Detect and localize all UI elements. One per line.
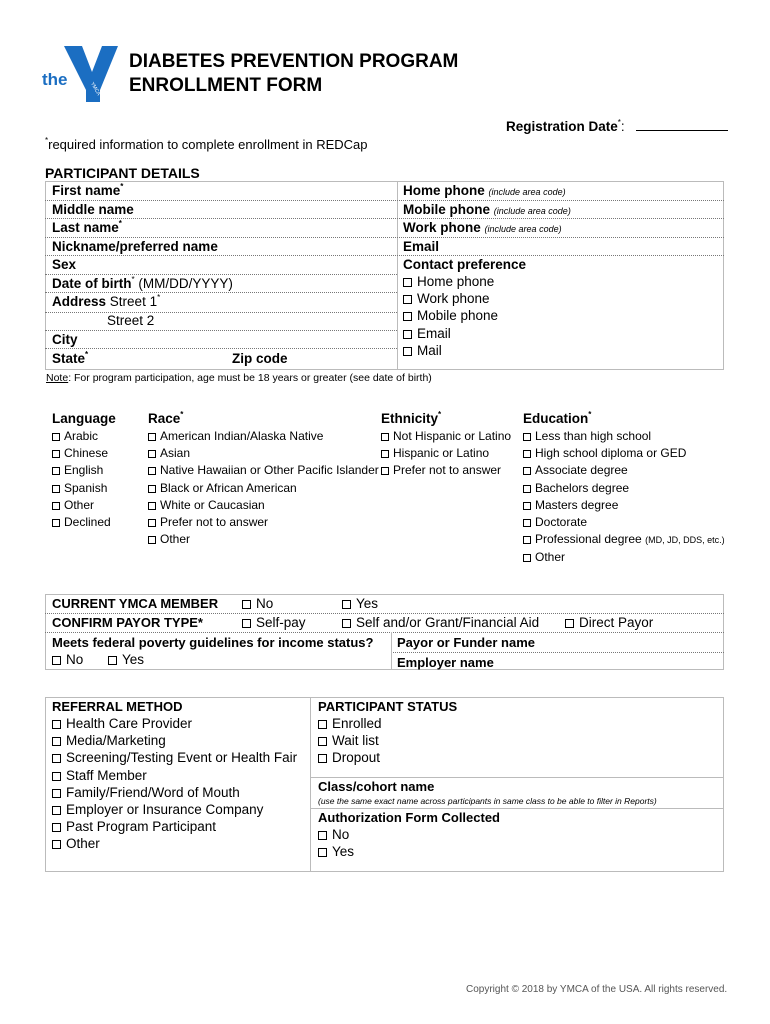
authorization-option[interactable] bbox=[318, 843, 354, 860]
checkbox[interactable] bbox=[148, 433, 156, 441]
participant-heading: PARTICIPANT DETAILS bbox=[45, 165, 200, 181]
checkbox[interactable] bbox=[52, 737, 61, 746]
checkbox[interactable] bbox=[403, 278, 412, 287]
option-label: Media/Marketing bbox=[66, 733, 166, 749]
checkbox[interactable] bbox=[523, 467, 531, 475]
option-label: Enrolled bbox=[332, 716, 382, 731]
ethnicity-options bbox=[381, 428, 511, 480]
prof-degree-note: (MD, JD, DDS, etc.) bbox=[645, 535, 725, 546]
funder-name-field[interactable]: Payor or Funder name bbox=[397, 635, 535, 650]
language-label: Language bbox=[52, 411, 116, 426]
required-mark: * bbox=[45, 136, 49, 145]
checkbox[interactable] bbox=[381, 467, 389, 475]
contact-option-mobile[interactable] bbox=[403, 307, 498, 324]
address-street2-field[interactable]: Street 2 bbox=[107, 313, 155, 328]
work-phone-label: Work phone bbox=[403, 220, 481, 235]
checkbox[interactable] bbox=[242, 600, 251, 609]
language-option[interactable] bbox=[52, 462, 111, 479]
option-label: No bbox=[332, 827, 350, 842]
option-label: Yes bbox=[332, 844, 355, 860]
language-option[interactable] bbox=[52, 445, 111, 462]
required-note bbox=[45, 137, 368, 152]
option-label: Direct Payor bbox=[579, 615, 654, 630]
option-label: Professional degree bbox=[535, 532, 642, 547]
checkbox[interactable] bbox=[403, 295, 412, 304]
option-label: Arabic bbox=[64, 429, 99, 443]
option-label: Employer or Insurance Company bbox=[66, 802, 264, 818]
referral-option[interactable] bbox=[52, 784, 297, 801]
row-line bbox=[45, 348, 397, 349]
nickname-field[interactable]: Nickname/preferred name bbox=[52, 239, 218, 254]
dob-format: (MM/DD/YYYY) bbox=[138, 276, 233, 291]
checkbox[interactable] bbox=[403, 330, 412, 339]
status-options bbox=[318, 715, 382, 767]
option-label: Doctorate bbox=[535, 515, 588, 530]
area-code-hint: (include area code) bbox=[484, 224, 562, 234]
home-phone-label: Home phone bbox=[403, 183, 485, 198]
area-code-hint: (include area code) bbox=[493, 206, 571, 216]
class-cohort-field[interactable]: Class/cohort name bbox=[318, 779, 435, 794]
race-option[interactable] bbox=[148, 462, 379, 479]
option-label: Chinese bbox=[64, 446, 109, 461]
checkbox[interactable] bbox=[381, 433, 389, 441]
area-code-hint: (include area code) bbox=[488, 187, 566, 197]
referral-option[interactable] bbox=[52, 835, 297, 852]
street1-label: Street 1 bbox=[109, 294, 158, 309]
zip-field[interactable]: Zip code bbox=[232, 351, 288, 366]
page-title bbox=[129, 50, 458, 98]
option-label: Family/Friend/Word of Mouth bbox=[66, 784, 240, 800]
checkbox[interactable] bbox=[523, 536, 531, 544]
education-option[interactable] bbox=[523, 462, 725, 479]
option-label: Health Care Provider bbox=[66, 716, 193, 731]
last-name-field[interactable] bbox=[52, 220, 122, 235]
option-label: Yes bbox=[356, 596, 379, 611]
checkbox[interactable] bbox=[403, 347, 412, 356]
option-label: Dropout bbox=[332, 750, 381, 766]
checkbox[interactable] bbox=[108, 656, 117, 665]
option-label: Self and/or Grant/Financial Aid bbox=[356, 615, 540, 630]
status-option[interactable] bbox=[318, 749, 382, 766]
option-label: Screening/Testing Event or Health Fair bbox=[66, 750, 298, 766]
row-line bbox=[45, 312, 397, 313]
option-label: Other bbox=[535, 550, 566, 565]
payor-grant-option[interactable] bbox=[342, 615, 539, 630]
contact-option-mail[interactable] bbox=[403, 342, 498, 359]
required-mark: * bbox=[180, 410, 184, 419]
authorization-options bbox=[318, 826, 354, 860]
checkbox[interactable] bbox=[318, 848, 327, 857]
option-label: Black or African American bbox=[160, 480, 297, 495]
checkbox[interactable] bbox=[523, 554, 531, 562]
option-label: Masters degree bbox=[535, 497, 619, 512]
email-field[interactable]: Email bbox=[403, 239, 440, 254]
payor-type-label: CONFIRM PAYOR TYPE* bbox=[52, 615, 203, 630]
required-mark: * bbox=[157, 293, 161, 302]
option-label: No bbox=[66, 652, 84, 667]
education-options bbox=[523, 428, 725, 567]
row-line bbox=[45, 255, 724, 256]
race-option[interactable] bbox=[148, 531, 379, 548]
checkbox[interactable] bbox=[52, 823, 61, 832]
option-label: Other bbox=[66, 836, 100, 852]
option-label: Mobile phone bbox=[417, 308, 499, 324]
sex-field[interactable]: Sex bbox=[52, 257, 77, 272]
checkbox[interactable] bbox=[342, 619, 351, 628]
referral-option[interactable] bbox=[52, 801, 297, 818]
ethnicity-option[interactable] bbox=[381, 462, 511, 479]
contact-preference-label: Contact preference bbox=[403, 257, 527, 272]
option-label: No bbox=[256, 596, 274, 611]
checkbox[interactable] bbox=[148, 467, 156, 475]
note-text: : For program participation, age must be 18 years or greater (see date of birth) bbox=[68, 372, 432, 384]
language-option[interactable] bbox=[52, 428, 111, 445]
first-name-label: First name bbox=[52, 183, 121, 198]
race-option[interactable] bbox=[148, 514, 379, 531]
contact-option-email[interactable] bbox=[403, 325, 498, 342]
checkbox[interactable] bbox=[242, 619, 251, 628]
checkbox[interactable] bbox=[148, 450, 156, 458]
referral-option[interactable] bbox=[52, 749, 297, 766]
option-label: Wait list bbox=[332, 733, 379, 749]
poverty-no-option[interactable] bbox=[52, 652, 83, 667]
registration-date-label: Registration Date bbox=[506, 119, 618, 134]
title-line-2: ENROLLMENT FORM bbox=[129, 75, 323, 96]
option-label: Work phone bbox=[417, 291, 490, 307]
education-option[interactable] bbox=[523, 531, 725, 549]
payor-direct-option[interactable] bbox=[565, 615, 653, 630]
referral-options bbox=[52, 715, 297, 853]
address-street1-field[interactable] bbox=[52, 294, 160, 309]
required-note-text: required information to complete enrollment in REDCap bbox=[48, 137, 368, 152]
current-member-label: CURRENT YMCA MEMBER bbox=[52, 596, 219, 611]
mobile-phone-label: Mobile phone bbox=[403, 202, 490, 217]
required-mark: * bbox=[131, 275, 135, 284]
checkbox[interactable] bbox=[148, 519, 156, 527]
checkbox[interactable] bbox=[52, 485, 60, 493]
checkbox[interactable] bbox=[342, 600, 351, 609]
checkbox[interactable] bbox=[381, 450, 389, 458]
state-label: State bbox=[52, 351, 86, 366]
checkbox[interactable] bbox=[148, 485, 156, 493]
ymca-logo bbox=[40, 42, 120, 104]
middle-name-field[interactable]: Middle name bbox=[52, 202, 134, 217]
checkbox[interactable] bbox=[52, 720, 61, 729]
note-label: Note bbox=[46, 372, 69, 384]
checkbox[interactable] bbox=[148, 502, 156, 510]
contact-option-work[interactable] bbox=[403, 290, 498, 307]
race-option[interactable] bbox=[148, 428, 379, 445]
authorization-label: Authorization Form Collected bbox=[318, 810, 500, 825]
member-no-option[interactable] bbox=[242, 596, 273, 611]
language-option[interactable] bbox=[52, 480, 111, 497]
status-option[interactable] bbox=[318, 715, 382, 732]
race-option[interactable] bbox=[148, 480, 379, 497]
checkbox[interactable] bbox=[52, 467, 60, 475]
poverty-yes-option[interactable] bbox=[108, 652, 144, 667]
payor-self-pay-option[interactable] bbox=[242, 615, 306, 630]
row-line bbox=[45, 613, 724, 614]
registration-date bbox=[506, 118, 728, 134]
checkbox[interactable] bbox=[52, 450, 60, 458]
option-label: Spanish bbox=[64, 480, 108, 495]
option-label: Not Hispanic or Latino bbox=[393, 429, 512, 443]
option-label: Prefer not to answer bbox=[393, 463, 502, 478]
education-option[interactable] bbox=[523, 549, 725, 566]
row-line bbox=[45, 292, 397, 293]
required-mark: * bbox=[588, 410, 592, 419]
referral-divider bbox=[310, 697, 311, 872]
required-mark: * bbox=[438, 410, 442, 419]
logo-the-text: the bbox=[42, 70, 68, 89]
dob-field[interactable] bbox=[52, 276, 233, 291]
row-line bbox=[45, 274, 397, 275]
poverty-label: Meets federal poverty guidelines for income status? bbox=[52, 635, 374, 650]
checkbox[interactable] bbox=[52, 772, 61, 781]
mobile-phone-field[interactable] bbox=[403, 202, 571, 217]
state-field[interactable] bbox=[52, 351, 88, 366]
contact-preference-options bbox=[403, 273, 498, 359]
option-label: American Indian/Alaska Native bbox=[160, 429, 324, 443]
row-line bbox=[45, 330, 397, 331]
option-label: Other bbox=[160, 532, 191, 547]
option-label: High school diploma or GED bbox=[535, 446, 687, 461]
race-label bbox=[148, 411, 183, 426]
required-mark: * bbox=[118, 219, 122, 228]
checkbox[interactable] bbox=[523, 519, 531, 527]
logo-ymca-text: YMCA bbox=[89, 81, 102, 97]
referral-label: REFERRAL METHOD bbox=[52, 699, 183, 714]
option-label: Home phone bbox=[417, 274, 495, 289]
option-label: Mail bbox=[417, 342, 442, 358]
option-label: Bachelors degree bbox=[535, 480, 630, 495]
participant-divider bbox=[397, 181, 398, 370]
address-label: Address bbox=[52, 294, 107, 309]
first-name-field[interactable] bbox=[52, 183, 123, 198]
copyright-footer: Copyright © 2018 by YMCA of the USA. All rights reserved. bbox=[466, 984, 728, 995]
checkbox[interactable] bbox=[523, 450, 531, 458]
checkbox[interactable] bbox=[52, 519, 60, 527]
ethnicity-option[interactable] bbox=[381, 428, 511, 445]
registration-colon: : bbox=[620, 119, 625, 134]
checkbox[interactable] bbox=[52, 502, 60, 510]
employer-name-field[interactable]: Employer name bbox=[397, 655, 494, 670]
education-option[interactable] bbox=[523, 428, 725, 445]
option-label: Asian bbox=[160, 446, 191, 461]
registration-date-field[interactable] bbox=[636, 118, 728, 131]
membership-divider bbox=[391, 632, 392, 670]
member-yes-option[interactable] bbox=[342, 596, 378, 611]
class-cohort-note: (use the same exact name across participants in same class to be able to filter in Reports) bbox=[318, 796, 657, 806]
option-label: Self-pay bbox=[256, 615, 306, 630]
option-label: Past Program Participant bbox=[66, 819, 217, 835]
age-note bbox=[46, 372, 432, 384]
work-phone-field[interactable] bbox=[403, 220, 562, 235]
checkbox[interactable] bbox=[52, 806, 61, 815]
row-line bbox=[391, 652, 724, 653]
row-line bbox=[45, 200, 724, 201]
status-option[interactable] bbox=[318, 732, 382, 749]
checkbox[interactable] bbox=[52, 433, 60, 441]
row-line bbox=[45, 632, 724, 633]
option-label: White or Caucasian bbox=[160, 497, 265, 512]
required-mark: * bbox=[85, 350, 89, 359]
education-label-text: Education bbox=[523, 411, 589, 426]
race-options bbox=[148, 428, 379, 548]
checkbox[interactable] bbox=[52, 656, 61, 665]
ethnicity-label bbox=[381, 411, 441, 426]
referral-option[interactable] bbox=[52, 732, 297, 749]
city-field[interactable]: City bbox=[52, 332, 78, 347]
option-label: Hispanic or Latino bbox=[393, 446, 490, 461]
option-label: Less than high school bbox=[535, 429, 652, 443]
last-name-label: Last name bbox=[52, 220, 119, 235]
row-line bbox=[45, 218, 724, 219]
referral-option[interactable] bbox=[52, 818, 297, 835]
contact-option-home[interactable] bbox=[403, 273, 498, 290]
race-option[interactable] bbox=[148, 445, 379, 462]
checkbox[interactable] bbox=[52, 789, 61, 798]
language-option[interactable] bbox=[52, 514, 111, 531]
education-option[interactable] bbox=[523, 497, 725, 514]
option-label: Declined bbox=[64, 515, 111, 530]
row-line bbox=[310, 777, 724, 778]
race-option[interactable] bbox=[148, 497, 379, 514]
home-phone-field[interactable] bbox=[403, 183, 566, 198]
required-mark: * bbox=[617, 118, 621, 127]
title-line-1: DIABETES PREVENTION PROGRAM bbox=[129, 51, 459, 72]
checkbox[interactable] bbox=[318, 754, 327, 763]
checkbox[interactable] bbox=[523, 433, 531, 441]
referral-option[interactable] bbox=[52, 715, 297, 732]
checkbox[interactable] bbox=[403, 312, 412, 321]
option-label: Staff Member bbox=[66, 767, 147, 783]
language-option[interactable] bbox=[52, 497, 111, 514]
education-option[interactable] bbox=[523, 514, 725, 531]
ethnicity-label-text: Ethnicity bbox=[381, 411, 439, 426]
required-mark: * bbox=[120, 182, 124, 191]
education-option[interactable] bbox=[523, 480, 725, 497]
checkbox[interactable] bbox=[523, 502, 531, 510]
checkbox[interactable] bbox=[318, 720, 327, 729]
checkbox[interactable] bbox=[52, 840, 61, 849]
checkbox[interactable] bbox=[148, 536, 156, 544]
race-label-text: Race bbox=[148, 411, 181, 426]
checkbox[interactable] bbox=[318, 737, 327, 746]
option-label: Native Hawaiian or Other Pacific Islander bbox=[160, 463, 379, 478]
row-line bbox=[310, 808, 724, 809]
authorization-option[interactable] bbox=[318, 826, 354, 843]
education-label bbox=[523, 411, 591, 426]
checkbox[interactable] bbox=[52, 754, 61, 763]
education-option[interactable] bbox=[523, 445, 725, 462]
dob-label: Date of birth bbox=[52, 276, 132, 291]
participant-status-label: PARTICIPANT STATUS bbox=[318, 699, 458, 714]
referral-option[interactable] bbox=[52, 767, 297, 784]
language-options bbox=[52, 428, 111, 531]
option-label: Yes bbox=[122, 652, 145, 667]
ethnicity-option[interactable] bbox=[381, 445, 511, 462]
row-line bbox=[45, 237, 724, 238]
option-label: English bbox=[64, 463, 104, 478]
option-label: Prefer not to answer bbox=[160, 515, 269, 530]
checkbox[interactable] bbox=[523, 485, 531, 493]
option-label: Associate degree bbox=[535, 463, 628, 478]
checkbox[interactable] bbox=[565, 619, 574, 628]
option-label: Other bbox=[64, 497, 95, 512]
checkbox[interactable] bbox=[318, 831, 327, 840]
option-label: Email bbox=[417, 325, 451, 341]
